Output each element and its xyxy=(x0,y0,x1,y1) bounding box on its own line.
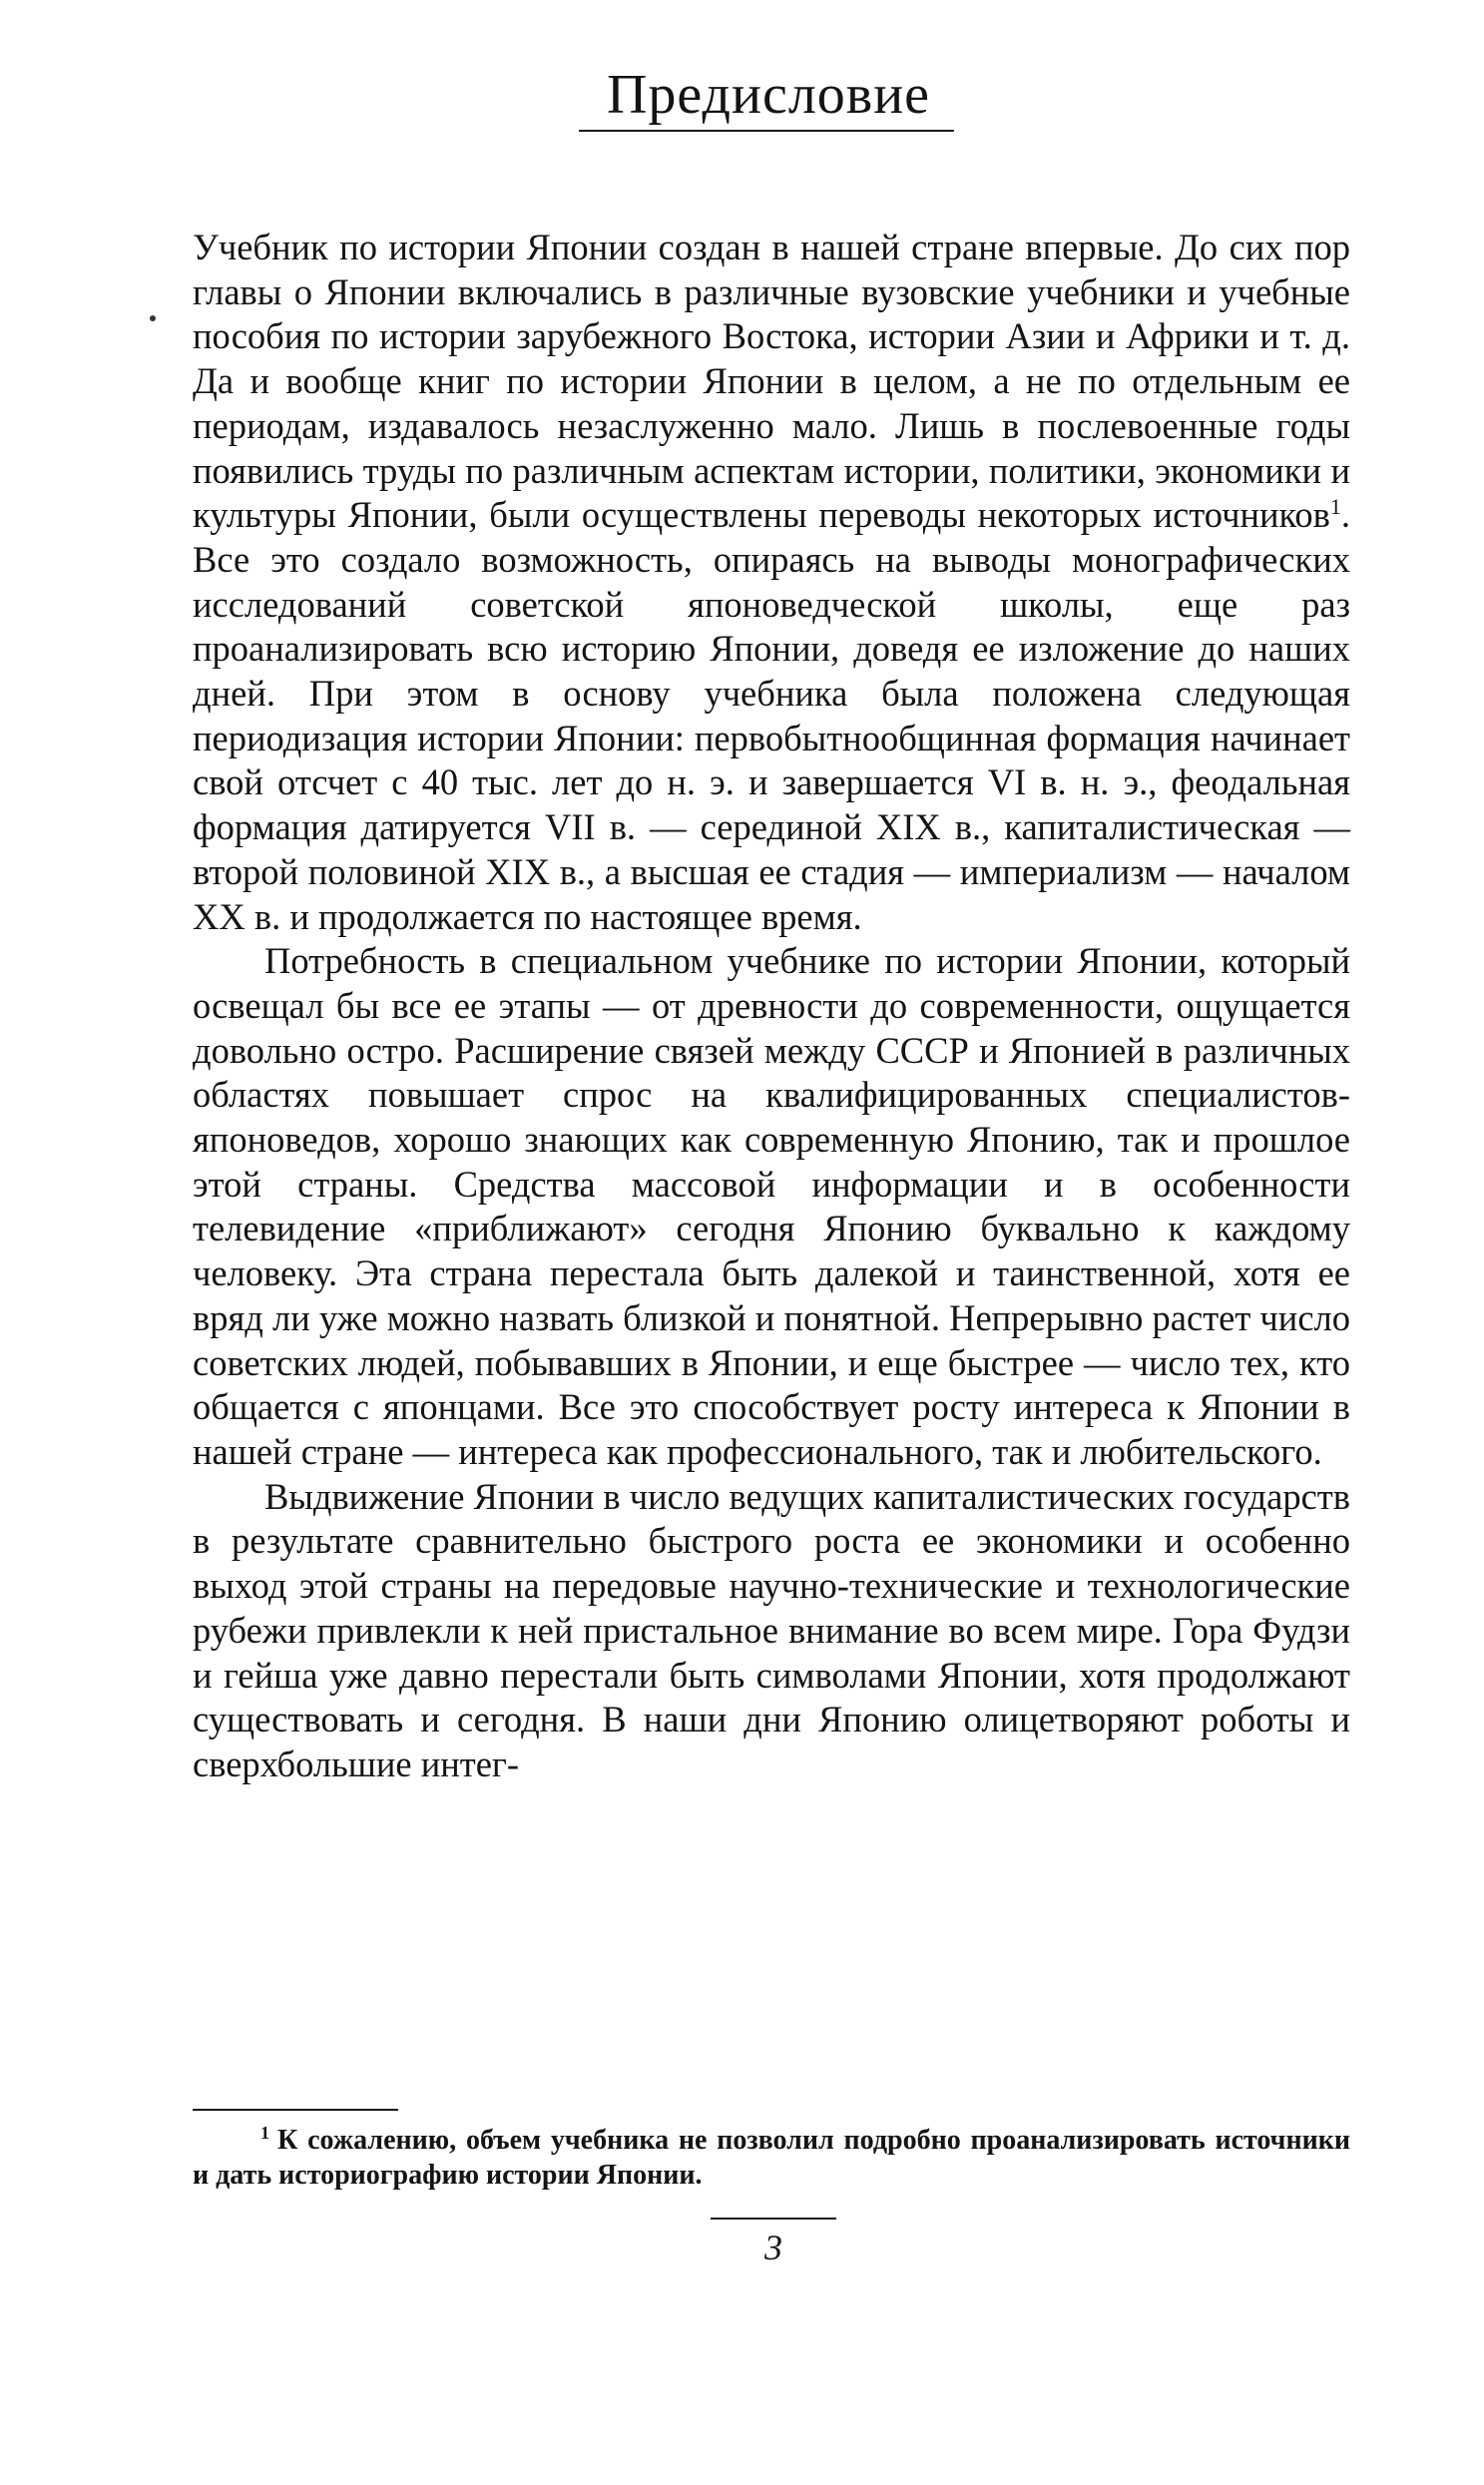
page-number: 3 xyxy=(764,2228,782,2267)
chapter-title: Предисловие xyxy=(606,64,931,126)
margin-speck xyxy=(150,315,156,321)
footnote-text: К сожалению, объем учебника не позволил подробно проанализировать источники и дать историографию истории Японии. xyxy=(193,2125,1350,2191)
title-underline xyxy=(579,130,954,132)
paragraph-2: Потребность в специальном учебнике по истории Японии, который освещал бы все ее этапы — от древности до современности, ощущается довольно остро. Расширение связей между СССР и Японией в различных областях повышает спрос на квалифицированных специалистов-японоведов, хорошо знающих как современную Японию, так и прошлое этой страны. Средства массовой информации и в особенности телевидение «приближают» сегодня Японию буквально к каждому человеку. Эта страна перестала быть далекой и таинственной, хотя ее вряд ли уже можно назвать близкой и понятной. Непрерывно растет число советских людей, побывавших в Японии, и еще быстрее — число тех, кто общается с японцами. Все это способствует росту интереса к Японии в нашей стране — интереса как профессионального, так и любительского. xyxy=(193,940,1350,1472)
page-number-rule xyxy=(711,2218,836,2220)
footnote xyxy=(193,2123,1350,2193)
footnote-separator xyxy=(193,2109,398,2111)
paragraph-1 xyxy=(193,226,1350,939)
footnote-reference: 1 xyxy=(1329,494,1341,520)
body-text xyxy=(193,226,1350,1787)
paragraph-3: Выдвижение Японии в число ведущих капиталистических государств в результате сравнительно быстрого роста ее экономики и особенно выход этой страны на передовые научно-технические и технологические рубежи привлекли к ней пристальное внимание во всем мире. Гора Фудзи и гейша уже давно перестали быть символами Японии, хотя продолжают существовать и сегодня. В наши дни Японию олицетворяют роботы и сверхбольшие интег- xyxy=(193,1475,1350,1784)
paragraph-1-continuation: . Все это создало возможность, опираясь на выводы монографических исследований советской японоведческой школы, еще раз проанализировать всю историю Японии, доведя ее изложение до наших дней. При этом в основу учебника была положена следующая периодизация истории Японии: первобытнообщинная формация начинает свой отсчет с 40 тыс. лет до н. э. и завершается VI в. н. э., феодальная формация датируется VII в. — серединой XIX в., капиталистическая — второй половиной XIX в., а высшая ее стадия — империализм — началом XX в. и продолжается по настоящее время. xyxy=(193,494,1350,937)
paragraph-1-text: Учебник по истории Японии создан в нашей стране впервые. До сих пор главы о Японии включались в различные вузовские учебники и учебные пособия по истории зарубежного Востока, истории Азии и Африки и т. д. Да и вообще книг по истории Японии в целом, а не по отдельным ее периодам, издавалось незаслуженно мало. Лишь в послевоенные годы появились труды по различным аспектам истории, политики, экономики и культуры Японии, были осуществлены переводы некоторых источников xyxy=(193,227,1350,536)
footnote-marker: 1 xyxy=(260,2122,269,2143)
